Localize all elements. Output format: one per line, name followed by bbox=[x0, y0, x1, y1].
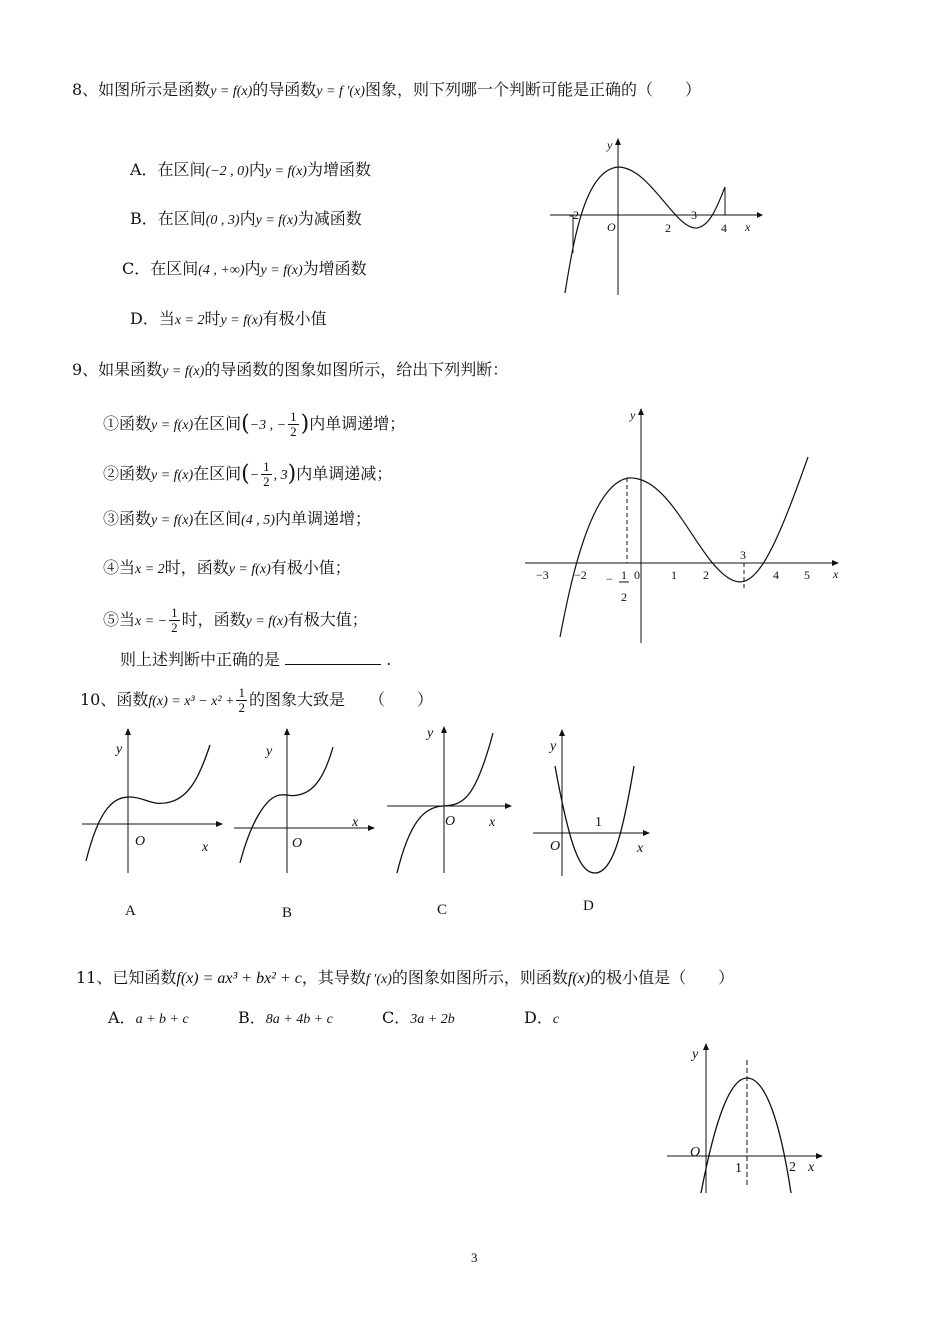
q10-a-origin-label: O bbox=[135, 834, 146, 849]
q9-judgement-2: ②函数y = f(x)在区间(− $\frac{1}{2}$ , 3)内单调递减； bbox=[103, 459, 393, 489]
q10-c-origin-label: O bbox=[445, 814, 456, 829]
q11-stem: 11、已知函数f(x) = ax³ + bx² + c，其导数f ′(x)的图象如图所示，则函数f(x)的极小值是（ ） bbox=[76, 968, 735, 987]
q9-derivative-graph bbox=[520, 405, 845, 645]
q8-x-label: x bbox=[745, 220, 751, 234]
q9-tick-1: 1 bbox=[671, 568, 677, 582]
q9-tick-neg-half-num: 1 bbox=[621, 568, 627, 582]
q9-judgement-1: ①函数y = f(x)在区间(−3 , − $\frac{1}{2}$ )内单调递增； bbox=[103, 409, 406, 439]
q8-option-d: D．当x = 2时y = f(x)有极小值 bbox=[130, 309, 327, 328]
q10-d-x-label: x bbox=[637, 841, 644, 856]
q8-tick-neg2: -2 bbox=[569, 208, 579, 222]
q10-caption-a: A bbox=[125, 903, 136, 919]
q9-tick-4: 4 bbox=[773, 568, 779, 582]
page-number: 3 bbox=[471, 1250, 478, 1265]
q9-tick-2: 2 bbox=[703, 568, 709, 582]
q9-judgement-3: ③函数y = f(x)在区间(4 , 5)内单调递增； bbox=[103, 509, 371, 528]
q10-caption-b: B bbox=[282, 905, 293, 921]
q10-a-x-label: x bbox=[202, 840, 209, 855]
q8-stem: 8、如图所示是函数y = f(x)的导函数y = f ′(x)图象，则下列哪一个判断可能是正确的（ ） bbox=[72, 80, 701, 99]
q9-tick-5: 5 bbox=[804, 568, 810, 582]
q9-tick-neg-half-sign: − bbox=[606, 572, 613, 586]
q9-stem: 9、如果函数y = f(x)的导函数的图象如图所示，给出下列判断： bbox=[72, 360, 509, 379]
q10-b-y-label: y bbox=[266, 744, 273, 759]
q10-stem: 10、函数f(x) = x³ − x² + $\frac{1}{2}$ 的图象大致是 （ ） bbox=[80, 685, 433, 715]
q8-y-label: y bbox=[607, 138, 613, 152]
q11-origin-label: O bbox=[690, 1145, 701, 1160]
q11-option-c: C．3a + 2b bbox=[382, 1008, 455, 1027]
q10-c-y-label: y bbox=[427, 726, 434, 741]
q9-judgement-4: ④当x = 2时，函数y = f(x)有极小值； bbox=[103, 558, 351, 577]
q10-c-x-label: x bbox=[489, 815, 496, 830]
q9-tick-neg-half-den: 2 bbox=[621, 590, 627, 604]
q9-x-label: x bbox=[833, 567, 839, 581]
q10-d-tick-1: 1 bbox=[595, 815, 602, 830]
q8-tick-2: 2 bbox=[665, 221, 671, 235]
q8-option-a: A．在区间(−2 , 0)内y = f(x)为增函数 bbox=[130, 160, 371, 179]
q10-graph-c bbox=[385, 725, 525, 875]
q9-tick-3: 3 bbox=[740, 548, 746, 562]
q9-judgement-5: ⑤当x = − $\frac{1}{2}$ 时，函数y = f(x)有极大值； bbox=[103, 605, 368, 635]
q10-a-y-label: y bbox=[116, 742, 123, 757]
q8-option-c: C．在区间(4 , +∞)内y = f(x)为增函数 bbox=[122, 259, 367, 278]
q11-option-a: A．a + b + c bbox=[108, 1008, 189, 1027]
q9-y-label: y bbox=[630, 408, 636, 422]
q11-x-label: x bbox=[808, 1160, 815, 1175]
q10-b-origin-label: O bbox=[292, 836, 303, 851]
q8-origin-label: O bbox=[607, 220, 616, 234]
q8-tick-3: 3 bbox=[691, 208, 697, 222]
q9-answer-blank[interactable] bbox=[285, 650, 381, 665]
q11-option-d: D．c bbox=[524, 1008, 560, 1027]
q9-tick-neg2: −2 bbox=[574, 568, 587, 582]
q11-y-label: y bbox=[692, 1047, 699, 1062]
q10-caption-d: D bbox=[583, 898, 594, 914]
q10-graph-b bbox=[230, 725, 380, 875]
q8-option-b: B．在区间(0 , 3)内y = f(x)为减函数 bbox=[130, 209, 362, 228]
q10-caption-c: C bbox=[437, 902, 448, 918]
q9-conclusion: 则上述判断中正确的是 . bbox=[120, 650, 392, 669]
q9-tick-0: 0 bbox=[634, 568, 640, 582]
q11-derivative-graph bbox=[665, 1040, 835, 1195]
q10-d-origin-label: O bbox=[550, 839, 561, 854]
q11-option-b: B．8a + 4b + c bbox=[238, 1008, 333, 1027]
q11-tick-2: 2 bbox=[789, 1160, 796, 1175]
q10-b-x-label: x bbox=[352, 815, 359, 830]
q10-d-y-label: y bbox=[550, 739, 557, 754]
q10-graph-d bbox=[530, 728, 660, 878]
q8-derivative-graph bbox=[545, 135, 770, 300]
q8-tick-4: 4 bbox=[721, 221, 727, 235]
q9-tick-neg3: −3 bbox=[536, 568, 549, 582]
q10-graph-a bbox=[80, 725, 230, 875]
q11-tick-1: 1 bbox=[735, 1161, 742, 1176]
